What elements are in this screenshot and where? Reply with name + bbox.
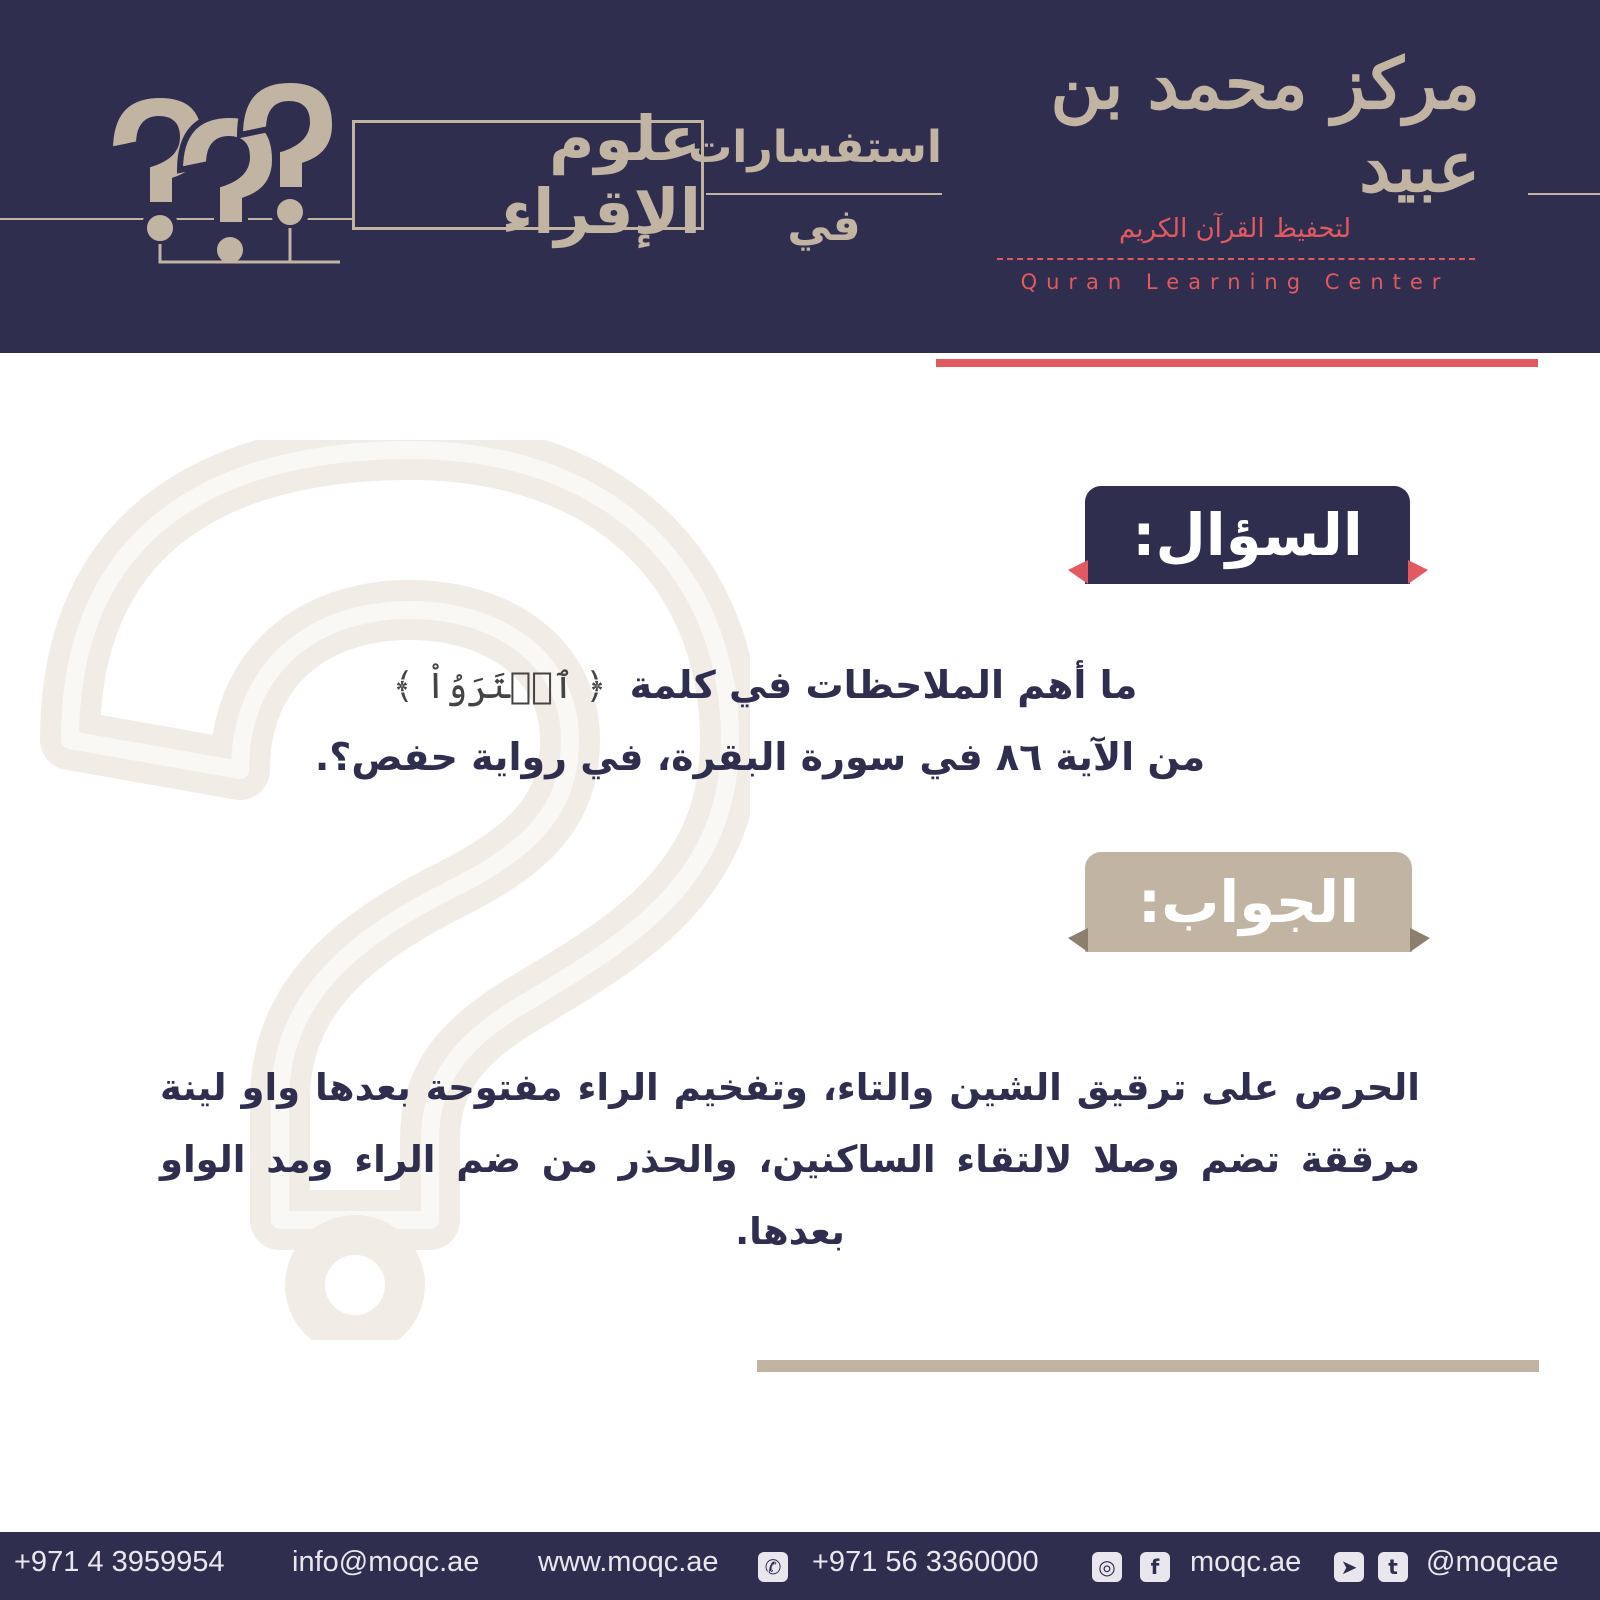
landline-phone[interactable]: +971 4 3959954	[14, 1546, 225, 1578]
label-fold	[1068, 560, 1088, 584]
logo-english: Quran Learning Center	[1020, 270, 1450, 294]
question-marks-icon	[100, 80, 340, 290]
accent-bar	[936, 359, 1538, 367]
label-fold	[1410, 928, 1430, 952]
facebook-icon[interactable]: f	[1140, 1552, 1170, 1582]
label-fold	[1068, 928, 1088, 952]
whatsapp-number[interactable]: +971 56 3360000	[812, 1546, 1039, 1578]
telegram-icon[interactable]: ➤	[1334, 1552, 1364, 1582]
question-text	[300, 650, 1220, 792]
center-logo: مركز محمد بن عبيد	[1050, 42, 1480, 208]
instagram-icon[interactable]: ◎	[1092, 1552, 1122, 1582]
website-link[interactable]: www.moqc.ae	[538, 1546, 719, 1578]
header-rule	[1528, 193, 1600, 195]
twitter-handle[interactable]: @moqcae	[1426, 1546, 1559, 1578]
answer-text: الحرص على ترقيق الشين والتاء، وتفخيم الراء مفتوحة بعدها واو لينة مرققة تضم وصلا لالتقاء الساكنين، والحذر من ضم الراء ومد الواو بعدها.	[160, 1066, 1420, 1253]
logo-divider	[997, 258, 1475, 260]
whatsapp-icon[interactable]: ✆	[758, 1552, 788, 1582]
header-rule	[706, 193, 942, 195]
inquiries-title-in: في	[787, 200, 861, 251]
bottom-divider	[757, 1360, 1539, 1372]
quranic-word: ﴿ ٱشۡتَرَوُاْ ﴾	[392, 666, 607, 707]
question-line-1-text: ما أهم الملاحظات في كلمة	[629, 663, 1138, 707]
inquiries-title: استفسارات	[688, 122, 942, 173]
header-banner	[0, 0, 1600, 353]
answer-label: الجواب:	[1085, 852, 1412, 952]
footer-contact-bar	[0, 1532, 1600, 1600]
topic-title-box: علوم الإقراء	[352, 120, 704, 230]
label-fold	[1408, 560, 1428, 584]
question-line-1	[300, 650, 1220, 722]
question-label: السؤال:	[1085, 486, 1410, 584]
question-line-2: من الآية ٨٦ في سورة البقرة، في رواية حفص؟.	[314, 735, 1206, 779]
logo-subtitle: لتحفيظ القرآن الكريم	[1118, 214, 1352, 244]
social-handle[interactable]: moqc.ae	[1190, 1546, 1302, 1578]
email-link[interactable]: info@moqc.ae	[292, 1546, 480, 1578]
twitter-icon[interactable]: t	[1378, 1552, 1408, 1582]
